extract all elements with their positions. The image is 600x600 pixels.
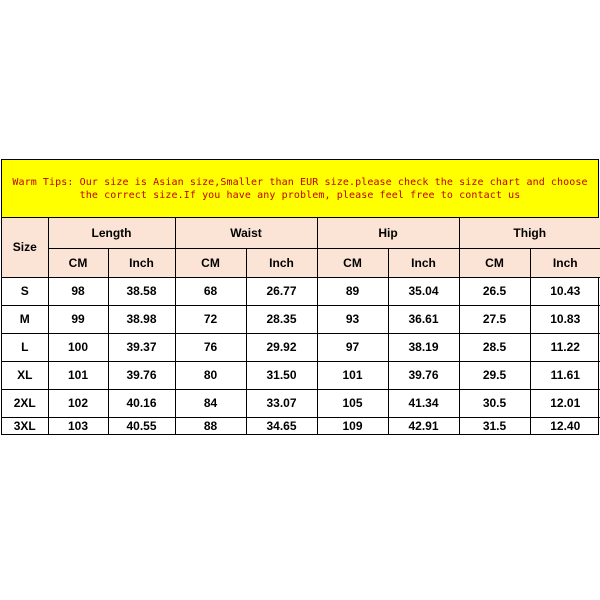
table-cell: 31.5 (459, 417, 530, 434)
unit-header: CM (48, 248, 108, 277)
table-row (2, 277, 600, 305)
table-cell: 93 (317, 305, 388, 333)
table-cell: 40.55 (108, 417, 175, 434)
length-header: Length (48, 218, 175, 248)
table-cell: 98 (48, 277, 108, 305)
table-row (2, 333, 600, 361)
table-cell: 103 (48, 417, 108, 434)
table-cell: 101 (48, 361, 108, 389)
table-cell: 29.92 (246, 333, 317, 361)
size-label: 3XL (2, 417, 48, 434)
table-row (2, 417, 600, 434)
warm-tips-banner (2, 160, 598, 218)
table-cell: 31.50 (246, 361, 317, 389)
table-cell: 27.5 (459, 305, 530, 333)
table-cell: 101 (317, 361, 388, 389)
unit-header: CM (459, 248, 530, 277)
table-cell: 89 (317, 277, 388, 305)
size-label: 2XL (2, 389, 48, 417)
unit-header: CM (175, 248, 246, 277)
table-cell: 10.43 (530, 277, 600, 305)
table-cell: 76 (175, 333, 246, 361)
unit-header: CM (317, 248, 388, 277)
table-cell: 39.37 (108, 333, 175, 361)
table-cell: 39.76 (108, 361, 175, 389)
table-cell: 11.61 (530, 361, 600, 389)
table-cell: 26.77 (246, 277, 317, 305)
table-cell: 102 (48, 389, 108, 417)
table-cell: 28.5 (459, 333, 530, 361)
waist-header: Waist (175, 218, 317, 248)
table-cell: 34.65 (246, 417, 317, 434)
size-label: S (2, 277, 48, 305)
size-chart (1, 159, 599, 435)
table-cell: 28.35 (246, 305, 317, 333)
table-cell: 11.22 (530, 333, 600, 361)
table-row (2, 361, 600, 389)
thigh-header: Thigh (459, 218, 600, 248)
table-cell: 36.61 (388, 305, 459, 333)
table-cell: 100 (48, 333, 108, 361)
table-cell: 99 (48, 305, 108, 333)
table-row (2, 389, 600, 417)
warm-tips-text: Warm Tips: Our size is Asian size,Smaller than EUR size.please check the size chart and choose the correct size.If you have any problem, please feel free to contact us (12, 176, 588, 201)
table-cell: 33.07 (246, 389, 317, 417)
unit-header: Inch (246, 248, 317, 277)
unit-header: Inch (388, 248, 459, 277)
table-cell: 68 (175, 277, 246, 305)
table-cell: 12.40 (530, 417, 600, 434)
table-cell: 38.98 (108, 305, 175, 333)
unit-header: Inch (530, 248, 600, 277)
size-label: L (2, 333, 48, 361)
table-cell: 39.76 (388, 361, 459, 389)
table-cell: 38.58 (108, 277, 175, 305)
table-cell: 84 (175, 389, 246, 417)
table-row (2, 305, 600, 333)
table-cell: 42.91 (388, 417, 459, 434)
table-cell: 10.83 (530, 305, 600, 333)
table-cell: 30.5 (459, 389, 530, 417)
table-cell: 35.04 (388, 277, 459, 305)
table-cell: 105 (317, 389, 388, 417)
size-label: XL (2, 361, 48, 389)
table-cell: 41.34 (388, 389, 459, 417)
table-cell: 40.16 (108, 389, 175, 417)
unit-header: Inch (108, 248, 175, 277)
table-cell: 80 (175, 361, 246, 389)
size-column-header: Size (2, 218, 48, 277)
size-label: M (2, 305, 48, 333)
size-table (2, 218, 600, 434)
table-cell: 26.5 (459, 277, 530, 305)
table-cell: 38.19 (388, 333, 459, 361)
table-cell: 109 (317, 417, 388, 434)
table-cell: 88 (175, 417, 246, 434)
table-cell: 29.5 (459, 361, 530, 389)
table-cell: 97 (317, 333, 388, 361)
table-cell: 12.01 (530, 389, 600, 417)
hip-header: Hip (317, 218, 459, 248)
table-cell: 72 (175, 305, 246, 333)
